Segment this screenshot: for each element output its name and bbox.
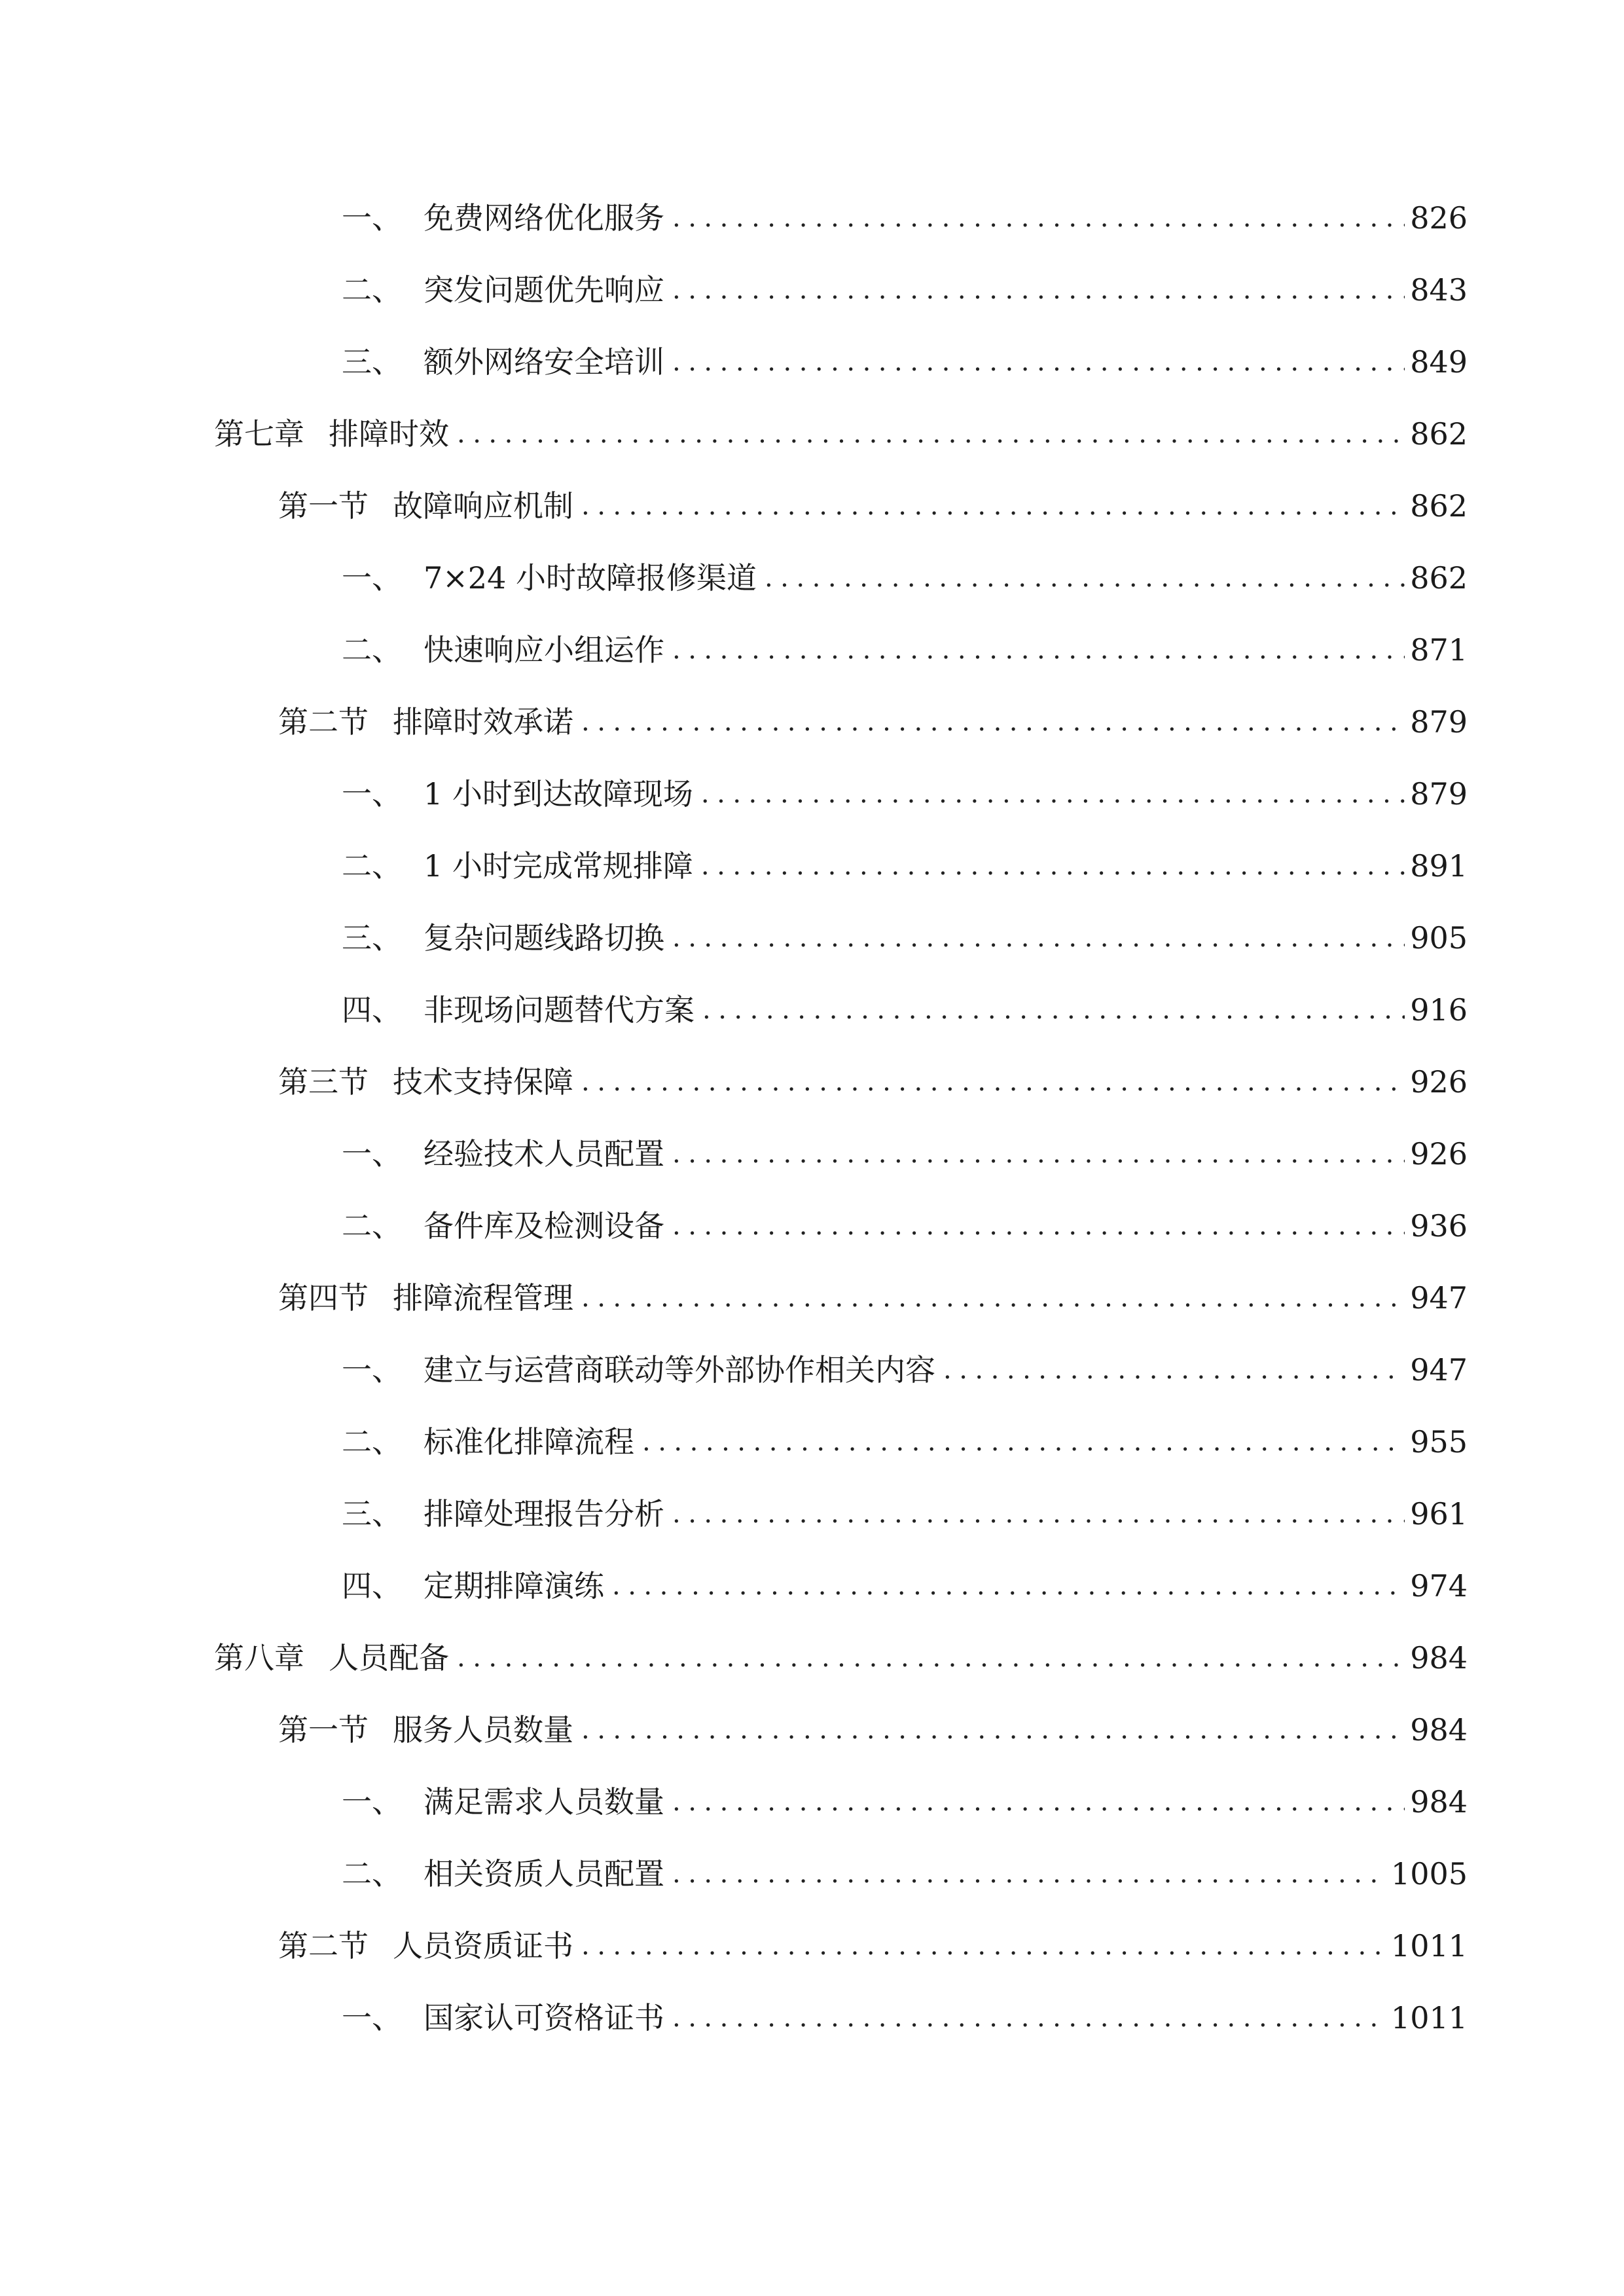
toc-entry-page: 862 [1410, 488, 1468, 524]
toc-entry-page: 879 [1410, 776, 1468, 812]
dot-leader [642, 1416, 1405, 1468]
dot-leader [581, 696, 1405, 748]
dot-leader [581, 1920, 1386, 1972]
toc-entry-page: 984 [1410, 1712, 1468, 1748]
toc-entry-number: 二、 [342, 848, 402, 884]
toc-entry-number: 第三节 [278, 1064, 369, 1100]
toc-entry-page: 955 [1410, 1424, 1468, 1460]
toc-entry-title: 免费网络优化服务 [424, 200, 664, 236]
dot-leader [581, 480, 1405, 532]
toc-entry-title: 突发问题优先响应 [424, 272, 664, 308]
toc-entry-title: 故障响应机制 [393, 488, 573, 524]
dot-leader [672, 624, 1405, 676]
toc-entry[interactable] [278, 696, 1468, 748]
toc-entry-number: 第一节 [278, 1712, 369, 1748]
dot-leader [581, 1056, 1405, 1108]
toc-entry-number: 第二节 [278, 1928, 369, 1964]
toc-entry[interactable] [342, 1560, 1468, 1612]
dot-leader [702, 984, 1405, 1036]
toc-entry-number: 二、 [342, 1424, 402, 1460]
dot-leader [581, 1704, 1405, 1756]
toc-entry-title: 满足需求人员数量 [424, 1784, 664, 1820]
dot-leader [581, 1272, 1405, 1324]
dot-leader [765, 552, 1405, 604]
dot-leader [701, 840, 1405, 892]
toc-entry-page: 849 [1410, 344, 1468, 380]
toc-entry-number: 二、 [342, 632, 402, 668]
toc-entry-title: 人员资质证书 [393, 1928, 573, 1964]
toc-entry[interactable] [342, 768, 1468, 820]
toc-entry-number: 一、 [342, 1136, 402, 1172]
toc-entry-number: 一、 [342, 1352, 402, 1388]
toc-entry-number: 一、 [342, 200, 402, 236]
toc-entry-title: 1 小时完成常规排障 [424, 848, 693, 884]
toc-entry-page: 843 [1410, 272, 1468, 308]
toc-entry-title: 标准化排障流程 [424, 1424, 634, 1460]
dot-leader [672, 1848, 1386, 1900]
toc-entry[interactable] [342, 1344, 1468, 1396]
toc-entry-title: 人员配备 [329, 1640, 449, 1676]
toc-entry-page: 826 [1410, 200, 1468, 236]
toc-entry[interactable] [342, 1128, 1468, 1180]
toc-entry-number: 一、 [342, 2000, 402, 2036]
toc-entry[interactable] [342, 1416, 1468, 1468]
toc-entry-page: 926 [1410, 1136, 1468, 1172]
dot-leader [457, 408, 1405, 460]
toc-entry-number: 第八章 [214, 1640, 304, 1676]
toc-entry[interactable] [278, 1272, 1468, 1324]
toc-entry-number: 一、 [342, 1784, 402, 1820]
toc-entry-number: 三、 [342, 920, 402, 956]
toc-entry-page: 984 [1410, 1640, 1468, 1676]
toc-entry-number: 第四节 [278, 1280, 369, 1316]
toc-entry[interactable] [342, 1488, 1468, 1540]
toc-entry-title: 经验技术人员配置 [424, 1136, 664, 1172]
toc-entry[interactable] [278, 1920, 1468, 1972]
toc-entry-number: 三、 [342, 344, 402, 380]
dot-leader [672, 1200, 1405, 1252]
toc-entry-title: 服务人员数量 [393, 1712, 573, 1748]
toc-entry-page: 862 [1410, 560, 1468, 596]
toc-entry[interactable] [342, 1992, 1468, 2044]
toc-entry-page: 1005 [1390, 1856, 1468, 1892]
toc-entry[interactable] [214, 1632, 1468, 1684]
toc-entry-number: 一、 [342, 776, 402, 812]
dot-leader [672, 1776, 1405, 1828]
toc-entry-page: 926 [1410, 1064, 1468, 1100]
toc-entry-title: 7×24 小时故障报修渠道 [424, 560, 757, 596]
toc-entry-page: 879 [1410, 704, 1468, 740]
dot-leader [672, 192, 1405, 244]
toc-entry-title: 非现场问题替代方案 [424, 992, 695, 1028]
toc-entry-number: 第一节 [278, 488, 369, 524]
toc-entry-page: 936 [1410, 1208, 1468, 1244]
toc-entry-title: 备件库及检测设备 [424, 1208, 664, 1244]
dot-leader [672, 1488, 1405, 1540]
toc-entry-number: 二、 [342, 1856, 402, 1892]
toc-entry[interactable] [342, 552, 1468, 604]
toc-entry[interactable] [342, 1776, 1468, 1828]
toc-entry[interactable] [342, 1848, 1468, 1900]
toc-entry-number: 三、 [342, 1496, 402, 1532]
toc-entry-page: 947 [1410, 1352, 1468, 1388]
toc-entry[interactable] [342, 336, 1468, 388]
dot-leader [612, 1560, 1405, 1612]
toc-entry[interactable] [342, 840, 1468, 892]
toc-entry-title: 定期排障演练 [424, 1568, 604, 1604]
toc-entry-title: 复杂问题线路切换 [424, 920, 664, 956]
toc-entry[interactable] [342, 1200, 1468, 1252]
toc-entry[interactable] [342, 912, 1468, 964]
toc-entry-page: 905 [1410, 920, 1468, 956]
toc-entry-page: 916 [1410, 992, 1468, 1028]
toc-entry-page: 947 [1410, 1280, 1468, 1316]
toc-entry[interactable] [342, 192, 1468, 244]
toc-entry-title: 快速响应小组运作 [424, 632, 664, 668]
toc-entry-page: 1011 [1390, 1928, 1468, 1964]
toc-entry-title: 技术支持保障 [393, 1064, 573, 1100]
toc-entry-page: 891 [1410, 848, 1468, 884]
toc-entry-page: 871 [1410, 632, 1468, 668]
toc-entry-page: 862 [1410, 416, 1468, 452]
toc-entry-page: 984 [1410, 1784, 1468, 1820]
toc-entry-number: 四、 [342, 1568, 402, 1604]
toc-entry[interactable] [278, 480, 1468, 532]
toc-entry-page: 1011 [1390, 2000, 1468, 2036]
toc-entry-title: 排障时效 [329, 416, 449, 452]
dot-leader [672, 1992, 1386, 2044]
toc-entry-title: 额外网络安全培训 [424, 344, 664, 380]
dot-leader [672, 912, 1405, 964]
toc-entry-page: 974 [1410, 1568, 1468, 1604]
toc-entry-number: 二、 [342, 1208, 402, 1244]
dot-leader [672, 336, 1405, 388]
dot-leader [672, 264, 1405, 316]
dot-leader [457, 1632, 1405, 1684]
toc-entry[interactable] [278, 1056, 1468, 1108]
toc-entry-title: 排障流程管理 [393, 1280, 573, 1316]
dot-leader [701, 768, 1405, 820]
toc-entry-title: 1 小时到达故障现场 [424, 776, 693, 812]
toc-entry-page: 961 [1410, 1496, 1468, 1532]
toc-entry-title: 国家认可资格证书 [424, 2000, 664, 2036]
toc-entry[interactable] [214, 408, 1468, 460]
toc-entry-number: 一、 [342, 560, 402, 596]
toc-entry-number: 二、 [342, 272, 402, 308]
toc-entry-title: 建立与运营商联动等外部协作相关内容 [424, 1352, 935, 1388]
dot-leader [672, 1128, 1405, 1180]
toc-entry-number: 第七章 [214, 416, 304, 452]
toc-entry[interactable] [342, 624, 1468, 676]
toc-entry-number: 第二节 [278, 704, 369, 740]
toc-entry-title: 排障时效承诺 [393, 704, 573, 740]
toc-entry[interactable] [342, 264, 1468, 316]
dot-leader [943, 1344, 1405, 1396]
toc-entry[interactable] [342, 984, 1468, 1036]
toc-entry-title: 相关资质人员配置 [424, 1856, 664, 1892]
toc-entry-number: 四、 [342, 992, 402, 1028]
toc-entry[interactable] [278, 1704, 1468, 1756]
toc-entry-title: 排障处理报告分析 [424, 1496, 664, 1532]
